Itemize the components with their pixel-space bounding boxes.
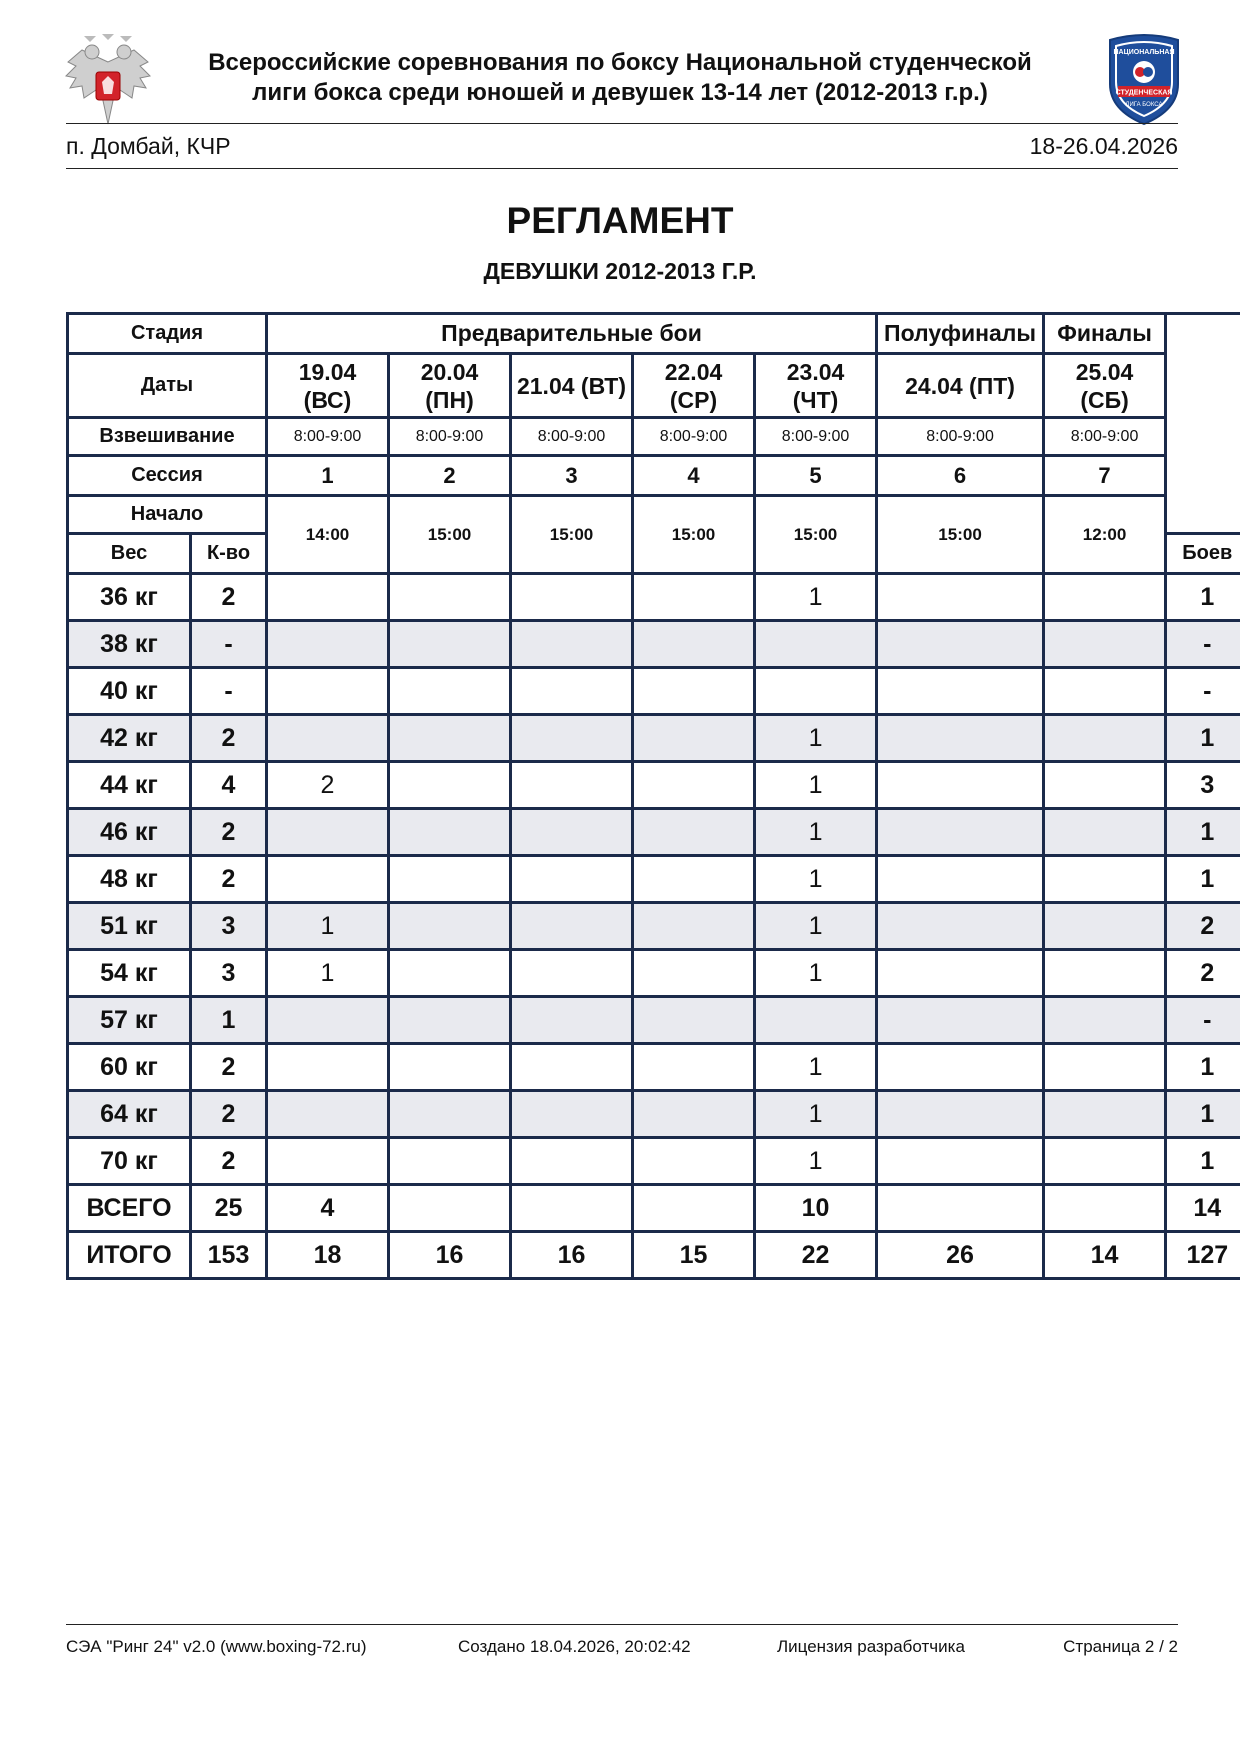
venue-location: п. Домбай, КЧР (66, 133, 231, 159)
participant-count: 3 (191, 903, 267, 950)
total-session-value (633, 1185, 755, 1232)
start-time: 15:00 (633, 496, 755, 574)
grand-total-row (68, 1232, 1240, 1279)
fights-per-session (511, 1044, 633, 1091)
weight-row (68, 574, 1240, 621)
fights-per-session (877, 668, 1044, 715)
weigh-in-time: 8:00-9:00 (1044, 418, 1166, 456)
total-session-value (389, 1185, 511, 1232)
fights-per-session (389, 715, 511, 762)
fights-per-session (755, 997, 877, 1044)
fights-per-session (877, 1044, 1044, 1091)
fights-per-session: 1 (755, 574, 877, 621)
fights-per-session (633, 668, 755, 715)
fights-per-session (389, 668, 511, 715)
weight-class: 42 кг (68, 715, 191, 762)
fights-per-session (877, 809, 1044, 856)
participant-count: 4 (191, 762, 267, 809)
schedule-table (66, 312, 1240, 1280)
weight-class: 54 кг (68, 950, 191, 997)
total-fights: 14 (1166, 1185, 1240, 1232)
grand-session-value: 16 (511, 1232, 633, 1279)
fights-per-session (633, 856, 755, 903)
subtotal-row (68, 1185, 1240, 1232)
footer-page-number: Страница 2 / 2 (1063, 1637, 1178, 1656)
fights-per-session (1044, 715, 1166, 762)
fights-per-session (389, 621, 511, 668)
fights-per-session (877, 621, 1044, 668)
grand-session-value: 18 (267, 1232, 389, 1279)
weight-row (68, 621, 1240, 668)
page-title: РЕГЛАМЕНТ (506, 200, 734, 241)
weight-class: 40 кг (68, 668, 191, 715)
start-time: 15:00 (755, 496, 877, 574)
total-fights: - (1166, 997, 1240, 1044)
footer-divider (66, 1624, 1178, 1625)
fights-per-session (1044, 574, 1166, 621)
fights-per-session (389, 574, 511, 621)
total-fights: 1 (1166, 574, 1240, 621)
date-value: 21.04 (ВТ) (516, 372, 627, 399)
header-divider-top (66, 123, 1178, 124)
fights-per-session (511, 715, 633, 762)
competition-title-line2: лиги бокса среди юношей и девушек 13-14 лет (2012-2013 г.р.) (252, 79, 988, 106)
participant-count: 2 (191, 1044, 267, 1091)
participant-count: 2 (191, 715, 267, 762)
weight-class: 60 кг (68, 1044, 191, 1091)
fights-per-session (267, 1138, 389, 1185)
participant-count: 1 (191, 997, 267, 1044)
dates-row (68, 354, 1240, 418)
fights-per-session (267, 809, 389, 856)
fights-per-session (389, 809, 511, 856)
start-time: 14:00 (267, 496, 389, 574)
fights-per-session: 1 (267, 950, 389, 997)
header-divider-bottom (66, 168, 1178, 169)
fights-per-session (389, 950, 511, 997)
weight-row (68, 950, 1240, 997)
session-number: 2 (389, 456, 511, 496)
day-of-week: (ПН) (425, 386, 474, 413)
footer-created: Создано 18.04.2026, 20:02:42 (458, 1637, 691, 1656)
start-time: 15:00 (389, 496, 511, 574)
fights-per-session (877, 1091, 1044, 1138)
grand-session-value: 22 (755, 1232, 877, 1279)
date-cell (511, 354, 633, 418)
weight-class: 38 кг (68, 621, 191, 668)
session-number: 6 (877, 456, 1044, 496)
fights-per-session (511, 997, 633, 1044)
session-label: Сессия (68, 456, 267, 496)
fights-per-session (511, 1091, 633, 1138)
participant-count: 2 (191, 1091, 267, 1138)
fights-per-session (1044, 997, 1166, 1044)
total-fights: 1 (1166, 715, 1240, 762)
fights-per-session (267, 1091, 389, 1138)
fights-per-session (633, 1044, 755, 1091)
fights-per-session (633, 621, 755, 668)
fights-per-session: 1 (267, 903, 389, 950)
fights-per-session (877, 903, 1044, 950)
fights-per-session (511, 1138, 633, 1185)
fights-per-session: 1 (755, 856, 877, 903)
fights-per-session (633, 903, 755, 950)
weight-class: 36 кг (68, 574, 191, 621)
total-fights: - (1166, 621, 1240, 668)
date-cell (755, 354, 877, 418)
date-value: 20.04 (420, 358, 479, 385)
day-of-week: (СР) (669, 386, 718, 413)
total-session-value: 10 (755, 1185, 877, 1232)
start-label: Начало (68, 496, 267, 534)
dates-label: Даты (68, 354, 267, 418)
fights-per-session (1044, 856, 1166, 903)
fights-per-session (389, 903, 511, 950)
count-col-header: К-во (191, 534, 267, 574)
fights-per-session: 1 (755, 1091, 877, 1138)
fights-per-session (877, 762, 1044, 809)
fights-per-session: 1 (755, 903, 877, 950)
fights-per-session (755, 668, 877, 715)
total-fights: 1 (1166, 856, 1240, 903)
fights-per-session (267, 856, 389, 903)
fights-per-session: 1 (755, 1138, 877, 1185)
weigh-in-time: 8:00-9:00 (877, 418, 1044, 456)
grand-session-value: 16 (389, 1232, 511, 1279)
fights-per-session (1044, 762, 1166, 809)
weight-class: 57 кг (68, 997, 191, 1044)
page-subtitle: ДЕВУШКИ 2012-2013 Г.Р. (483, 258, 757, 284)
grand-label: ИТОГО (68, 1232, 191, 1279)
session-number: 4 (633, 456, 755, 496)
fights-per-session (1044, 903, 1166, 950)
total-fights: 2 (1166, 903, 1240, 950)
date-value: 22.04 (664, 358, 723, 385)
fights-per-session (633, 715, 755, 762)
date-cell (877, 354, 1044, 418)
fights-per-session (267, 997, 389, 1044)
weight-row (68, 715, 1240, 762)
date-cell (267, 354, 389, 418)
logo-text-line3: ЛИГА БОКСА (1125, 102, 1163, 108)
weight-row (68, 903, 1240, 950)
total-fights: 1 (1166, 1091, 1240, 1138)
weight-class: 64 кг (68, 1091, 191, 1138)
session-number: 5 (755, 456, 877, 496)
footer-license: Лицензия разработчика (777, 1637, 965, 1656)
participant-count: 2 (191, 574, 267, 621)
weight-row (68, 1044, 1240, 1091)
date-value: 24.04 (ПТ) (905, 372, 1015, 399)
weigh-in-time: 8:00-9:00 (755, 418, 877, 456)
stage-label: Стадия (68, 314, 267, 354)
session-number: 3 (511, 456, 633, 496)
fights-per-session: 1 (755, 1044, 877, 1091)
fights-per-session (1044, 668, 1166, 715)
start-time: 12:00 (1044, 496, 1166, 574)
fights-per-session (511, 668, 633, 715)
fights-per-session (877, 715, 1044, 762)
footer-software: СЭА "Ринг 24" v2.0 (www.boxing-72.ru) (66, 1637, 367, 1656)
fights-per-session (511, 950, 633, 997)
weight-rows (68, 574, 1240, 1185)
fights-per-session (633, 809, 755, 856)
session-row (68, 456, 1240, 496)
session-number: 1 (267, 456, 389, 496)
date-cell (633, 354, 755, 418)
date-value: 19.04 (298, 358, 357, 385)
total-fights: 1 (1166, 1044, 1240, 1091)
total-fights: 3 (1166, 762, 1240, 809)
fights-per-session (267, 715, 389, 762)
weigh-in-row (68, 418, 1240, 456)
weight-row (68, 856, 1240, 903)
fights-per-session (267, 668, 389, 715)
coat-of-arms-emblem (62, 32, 154, 132)
blank-cell (1166, 496, 1240, 534)
fights-per-session (633, 1138, 755, 1185)
date-cell (389, 354, 511, 418)
grand-session-value: 15 (633, 1232, 755, 1279)
total-session-value (1044, 1185, 1166, 1232)
day-of-week: (ВС) (303, 386, 352, 413)
day-of-week: (ЧТ) (792, 386, 839, 413)
fights-per-session (877, 1138, 1044, 1185)
fights-per-session (511, 574, 633, 621)
stage-semifinal: Полуфиналы (877, 314, 1044, 354)
fights-per-session (877, 856, 1044, 903)
competition-title-line1: Всероссийские соревнования по боксу Национальной студенческой (208, 49, 1032, 76)
start-time: 15:00 (877, 496, 1044, 574)
stage-prelim: Предварительные бои (267, 314, 877, 354)
total-fights: 1 (1166, 1138, 1240, 1185)
participant-count: 3 (191, 950, 267, 997)
weigh-in-label: Взвешивание (68, 418, 267, 456)
weight-class: 70 кг (68, 1138, 191, 1185)
fights-per-session (877, 950, 1044, 997)
fights-per-session (1044, 621, 1166, 668)
participant-count: 2 (191, 809, 267, 856)
day-of-week: (СБ) (1080, 386, 1129, 413)
fights-per-session (389, 1044, 511, 1091)
participant-count: 2 (191, 856, 267, 903)
fights-per-session (1044, 809, 1166, 856)
total-session-value (877, 1185, 1044, 1232)
fights-per-session (877, 997, 1044, 1044)
logo-text-line2: СТУДЕНЧЕСКАЯ (1115, 89, 1173, 97)
fights-per-session (1044, 1138, 1166, 1185)
fights-per-session (633, 574, 755, 621)
weigh-in-time: 8:00-9:00 (267, 418, 389, 456)
logo-text-line1: НАЦИОНАЛЬНАЯ (1113, 49, 1175, 56)
fights-per-session (633, 950, 755, 997)
weight-row (68, 809, 1240, 856)
fights-col-header: Боев (1166, 534, 1240, 574)
fights-per-session (1044, 950, 1166, 997)
fights-per-session (877, 574, 1044, 621)
participant-count: - (191, 621, 267, 668)
participant-count: - (191, 668, 267, 715)
fights-per-session (511, 856, 633, 903)
fights-per-session (511, 762, 633, 809)
total-session-value: 4 (267, 1185, 389, 1232)
total-label: ВСЕГО (68, 1185, 191, 1232)
session-number: 7 (1044, 456, 1166, 496)
fights-per-session (267, 1044, 389, 1091)
grand-count: 153 (191, 1232, 267, 1279)
fights-per-session (389, 997, 511, 1044)
fights-per-session: 1 (755, 762, 877, 809)
weight-row (68, 668, 1240, 715)
event-dates: 18-26.04.2026 (1029, 133, 1178, 159)
participant-count: 2 (191, 1138, 267, 1185)
league-shield-logo (1106, 32, 1182, 126)
stage-row (68, 314, 1240, 354)
weight-col-header: Вес (68, 534, 191, 574)
weight-row (68, 1138, 1240, 1185)
start-row (68, 496, 1240, 534)
fights-per-session (755, 621, 877, 668)
stage-final: Финалы (1044, 314, 1166, 354)
weight-class: 51 кг (68, 903, 191, 950)
date-value: 25.04 (1075, 358, 1134, 385)
total-rows (68, 1185, 1240, 1279)
fights-per-session (1044, 1044, 1166, 1091)
weight-class: 46 кг (68, 809, 191, 856)
fights-per-session (267, 574, 389, 621)
fights-per-session (511, 809, 633, 856)
weight-row (68, 997, 1240, 1044)
grand-session-value: 26 (877, 1232, 1044, 1279)
fights-per-session (511, 621, 633, 668)
fights-per-session: 1 (755, 809, 877, 856)
start-time: 15:00 (511, 496, 633, 574)
total-count: 25 (191, 1185, 267, 1232)
fights-per-session (389, 1138, 511, 1185)
fights-per-session (267, 621, 389, 668)
total-session-value (511, 1185, 633, 1232)
fights-per-session (389, 1091, 511, 1138)
date-cell (1044, 354, 1166, 418)
fights-per-session: 1 (755, 950, 877, 997)
total-fights: - (1166, 668, 1240, 715)
weight-row (68, 762, 1240, 809)
fights-per-session (1044, 1091, 1166, 1138)
fights-per-session (389, 762, 511, 809)
weigh-in-time: 8:00-9:00 (389, 418, 511, 456)
weight-class: 44 кг (68, 762, 191, 809)
fights-per-session (633, 997, 755, 1044)
total-fights: 1 (1166, 809, 1240, 856)
fights-per-session (633, 1091, 755, 1138)
fights-header-blank (1166, 314, 1240, 496)
total-fights: 2 (1166, 950, 1240, 997)
date-value: 23.04 (786, 358, 845, 385)
fights-per-session: 2 (267, 762, 389, 809)
weigh-in-time: 8:00-9:00 (633, 418, 755, 456)
competition-title (170, 48, 1070, 108)
fights-per-session (633, 762, 755, 809)
grand-session-value: 14 (1044, 1232, 1166, 1279)
weight-row (68, 1091, 1240, 1138)
fights-per-session (511, 903, 633, 950)
fights-per-session (389, 856, 511, 903)
grand-fights: 127 (1166, 1232, 1240, 1279)
weigh-in-time: 8:00-9:00 (511, 418, 633, 456)
weight-class: 48 кг (68, 856, 191, 903)
fights-per-session: 1 (755, 715, 877, 762)
